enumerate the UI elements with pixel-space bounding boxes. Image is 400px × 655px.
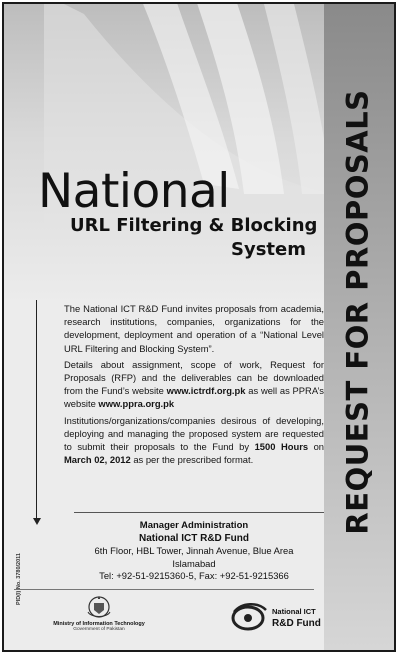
title-subtitle (70, 214, 318, 262)
contact-block (64, 520, 324, 583)
ict-fund-line2: R&D Fund (272, 618, 321, 629)
arrow-down-icon (33, 518, 41, 525)
title-subtitle-line1: URL Filtering & Blocking (70, 215, 318, 236)
divider (74, 512, 324, 513)
contact-address: 6th Floor, HBL Tower, Jinnah Avenue, Blue Area (94, 545, 294, 557)
title-subtitle-line2: System (231, 239, 306, 260)
ministry-government: Government of Pakistan (73, 627, 125, 632)
deadline-time: 1500 Hours (254, 441, 309, 453)
contact-title: Manager Administration (139, 520, 249, 531)
paragraph-details: Details about assignment, scope of work, Request for Proposals (RFP) and the deliverables can be downloaded from the Fund’s website www.ictrdf.org.pk as well as PPRA’s website www.ppra.org.pk (64, 358, 324, 410)
contact-organization: National ICT R&D Fund (139, 532, 249, 544)
ict-fund-name (272, 606, 321, 630)
ministry-name: Ministry of Information Technology (53, 621, 145, 627)
website-link-ictrdf[interactable]: www.ictrdf.org.pk (166, 385, 246, 397)
contact-phone-fax: Tel: +92-51-9215360-5, Fax: +92-51-9215366 (99, 570, 289, 582)
pid-number: PID(I) No. 3780/2011 (16, 553, 22, 605)
title-main: National (38, 164, 230, 219)
ministry-logo (44, 594, 154, 632)
paragraph-invitation: The National ICT R&D Fund invites proposals from academia, research institutions, companies, organizations for the development, deployment and operation of a “National Level URL Filtering and Blocking System”. (64, 303, 324, 354)
advertisement (2, 2, 396, 652)
side-banner-text: REQUEST FOR PROPOSALS (341, 89, 375, 535)
body-text (64, 302, 324, 469)
side-banner (334, 89, 382, 535)
state-emblem-icon (85, 594, 113, 620)
website-link-ppra[interactable]: www.ppra.org.pk (98, 398, 175, 410)
paragraph-submission: Institutions/organizations/companies desirous of developing, deploying and managing the proposed system are requested to submit their proposals to the Fund by 1500 Hours on March 02, 2012 as per the prescribed format. (64, 414, 325, 466)
deadline-date: March 02, 2012 (64, 454, 131, 466)
footer-divider (14, 589, 314, 590)
ict-fund-line1: National ICT (272, 607, 316, 616)
contact-city: Islamabad (172, 557, 216, 569)
vertical-arrow-line (36, 300, 37, 522)
